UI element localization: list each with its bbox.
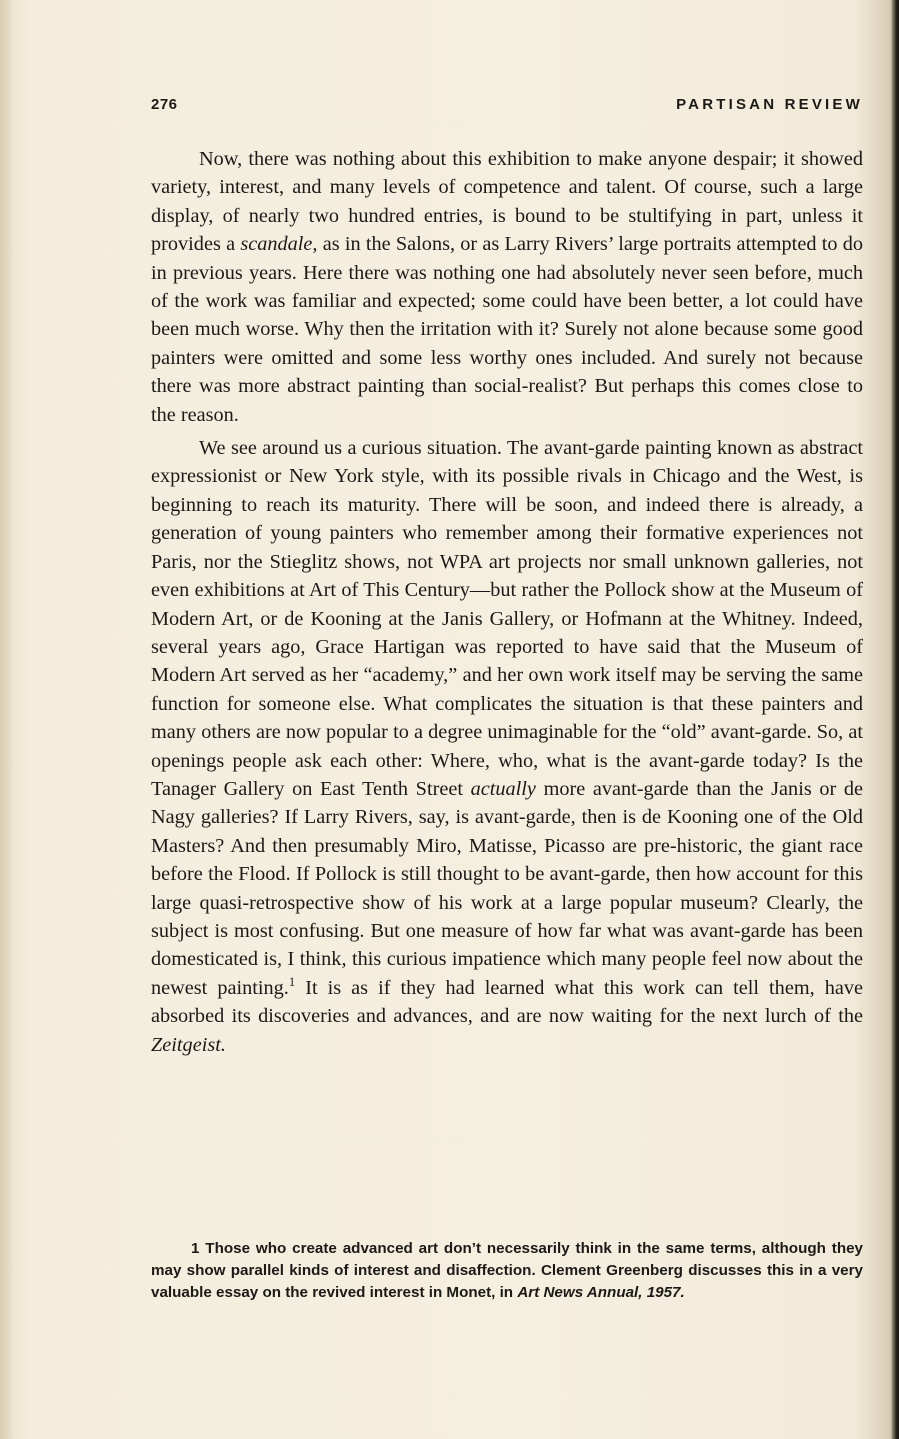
italic-run: Zeitgeist.	[151, 1033, 226, 1056]
page-header	[151, 96, 863, 126]
gutter-shadow	[0, 0, 14, 1439]
running-head: PARTISAN REVIEW	[676, 96, 863, 113]
italic-run: scandale,	[240, 233, 318, 256]
page-edge	[892, 0, 899, 1439]
body-text	[151, 145, 863, 1059]
text-run: We see around us a curious situation. The avant-garde painting known as abstract expressionist or New York style, with its possible rivals in Chicago and the West, is beginning to reach its maturity. There will be soon, and indeed there is already, a generation of young painters who remember among their formative experiences not Paris, nor the Stieglitz shows, not WPA art projects nor small unknown galleries, not even exhibitions at Art of This Century—but rather the Pollock show at the Museum of Modern Art, or de Kooning at the Janis Gallery, or Hofmann at the Whitney. Indeed, several years ago, Grace Hartigan was reported to have said that the Museum of Modern Art served as her “academy,” and her own work itself may be serving the same function for someone else. What complicates the situation is that these painters and many others are now popular to a degree unimaginable for the “old” avant-garde. So, at openings people ask each other: Where, who, what is the avant-garde today? Is the Tanager Gallery on East Tenth Street	[151, 437, 863, 800]
page-number: 276	[151, 96, 178, 113]
paragraph	[151, 434, 863, 1059]
text-run: 1 Those who create advanced art don’t necessarily think in the same terms, although they may show parallel kinds of interest and disaffection. Clement Greenberg discusses this in a very valuable essay on the revived interest in Monet, in	[151, 1240, 863, 1301]
italic-run: Art News Annual, 1957.	[517, 1284, 685, 1301]
text-run: Now, there was nothing about this exhibition to make anyone despair; it showed variety, interest, and many levels of competence and talent. Of course, such a large display, of nearly two hundred entries, is bound to be stultifying in part, unless it provides a	[151, 148, 863, 256]
paragraph	[151, 145, 863, 429]
text-run: more avant-garde than the Janis or de Nagy galleries? If Larry Rivers, say, is avant-garde, then is de Kooning one of the Old Masters? And then presumably Miro, Matisse, Picasso are pre-historic, the giant race before the Flood. If Pollock is still thought to be avant-garde, then how account for this large quasi-retrospective show of his work at a large popular museum? Clearly, the subject is most confusing. But one measure of how far what was avant-garde has been domesticated is, I think, this curious impatience which many people feel now about the newest painting.	[151, 777, 864, 999]
text-run: as in the Salons, or as Larry Rivers’ large portraits attempted to do in previous years. Here there was nothing one had absolutely never seen before, much of the work was familiar and expected; some could have been better, a lot could have been much worse. Why then the irritation with it? Surely not alone because some good painters were omitted and some less worthy ones included. And surely not because there was more abstract painting than social-realist? But perhaps this comes close to the reason.	[151, 233, 863, 426]
footnotes	[151, 1238, 863, 1304]
text-run: It is as if they had learned what this work can tell them, have absorbed its discoveries and advances, and are now waiting for the next lurch of the	[151, 976, 863, 1028]
footnote	[151, 1238, 863, 1304]
footnote-marker[interactable]: 1	[288, 975, 296, 990]
italic-run: actually	[470, 777, 536, 800]
